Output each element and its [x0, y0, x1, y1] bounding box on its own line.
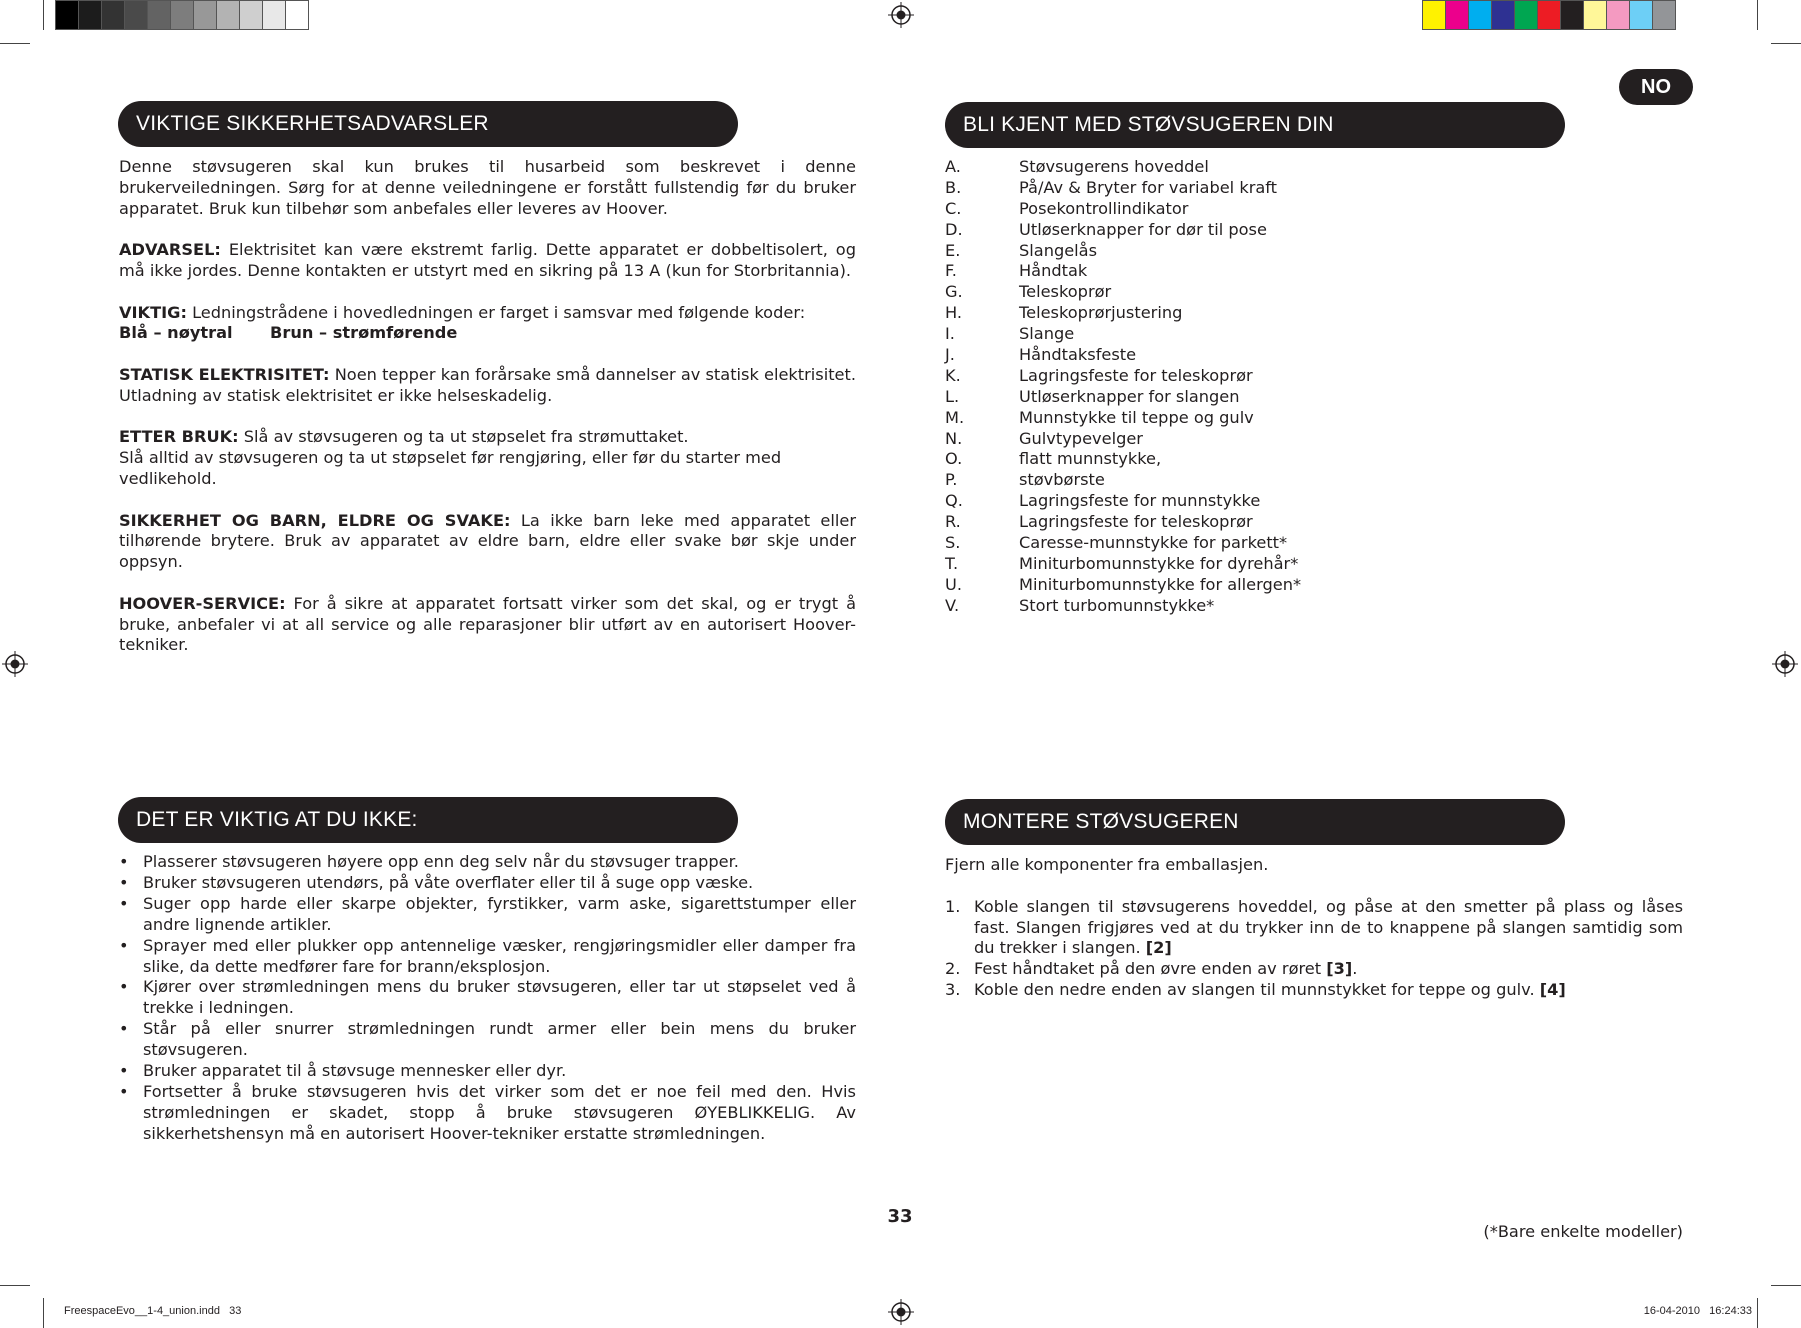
assembly-step	[945, 897, 1683, 960]
color-swatch	[194, 1, 217, 29]
step-number: 1.	[945, 896, 961, 916]
language-badge: NO	[1619, 69, 1693, 105]
part-label: Støvsugerens hoveddel	[1019, 157, 1209, 176]
part-letter: B.	[945, 177, 962, 197]
part-letter: R.	[945, 512, 961, 532]
parts-list-item	[945, 241, 1465, 262]
static-text: Noen tepper kan forårsake små dannelser av statisk elektrisitet. Utladning av statisk elektrisitet er ikke helseskadelig.	[119, 364, 857, 405]
part-label: Slangelås	[1019, 240, 1098, 260]
part-letter: T.	[945, 553, 959, 573]
part-label: Håndtak	[1019, 261, 1088, 281]
step-figure-ref: [3]	[1326, 959, 1353, 979]
parts-list-item	[945, 282, 1465, 303]
crop-mark	[0, 1285, 30, 1286]
wire-brown: Brun – strømførende	[270, 323, 458, 343]
part-label: støvbørste	[1019, 470, 1105, 490]
step-text: Koble slangen til støvsugerens hoveddel, og påse at den smetter på plass og låses fast. Slangen frigjøres ved at du trykker inn de to knappene på slangen samtidig som du trekker i slangen.	[974, 896, 1683, 958]
slug-timestamp: 16-04-2010 16:24:33	[1643, 1305, 1752, 1317]
part-letter: S.	[945, 533, 961, 553]
parts-list-item	[945, 178, 1465, 199]
part-letter: Q.	[945, 491, 963, 511]
registration-mark-icon	[888, 1299, 914, 1325]
part-letter: H.	[945, 303, 963, 323]
part-letter: N.	[945, 428, 963, 448]
color-calibration-bar	[1422, 0, 1676, 30]
service-paragraph	[119, 594, 856, 656]
part-label: Utløserknapper for dør til pose	[1019, 219, 1267, 239]
crop-mark	[0, 43, 30, 44]
crop-mark	[1757, 0, 1758, 30]
parts-list-item	[945, 324, 1465, 345]
color-swatch	[125, 1, 148, 29]
color-swatch	[286, 1, 308, 29]
color-swatch	[1515, 1, 1538, 29]
parts-list-item	[945, 429, 1465, 450]
parts-list-item	[945, 512, 1465, 533]
registration-mark-icon	[888, 2, 914, 28]
assembly-header: MONTERE STØVSUGEREN	[945, 799, 1565, 845]
gray-calibration-bar	[55, 0, 309, 30]
color-swatch	[1492, 1, 1515, 29]
step-figure-ref: [4]	[1539, 980, 1566, 1000]
color-swatch	[1630, 1, 1653, 29]
dont-item: • Kjører over strømledningen mens du bruker støvsugeren, eller tar ut støpselet ved å trekke i ledningen.	[119, 977, 856, 1019]
parts-list-item	[945, 596, 1465, 617]
warning-paragraph	[119, 240, 856, 282]
part-label: Lagringsfeste for munnstykke	[1019, 491, 1261, 511]
after-use-paragraph	[119, 427, 856, 489]
step-number: 3.	[945, 980, 961, 1000]
donts-list	[119, 852, 856, 1145]
step-number: 2.	[945, 959, 961, 979]
dont-item: • Fortsetter å bruke støvsugeren hvis det virker som det er noe feil med den. Hvis strømledningen er skadet, stopp å bruke støvsugeren ØYEBLIKKELIG. Av sikkerhetshensyn må en autorisert Hoover-tekniker erstatte strømledningen.	[119, 1082, 856, 1145]
part-letter: G.	[945, 282, 963, 302]
color-swatch	[1561, 1, 1584, 29]
parts-list-item	[945, 470, 1465, 491]
parts-list-item	[945, 220, 1465, 241]
step-figure-ref: [2]	[1145, 938, 1172, 958]
crop-mark	[1771, 43, 1801, 44]
part-letter: A.	[945, 157, 961, 176]
part-label: Gulvtypevelger	[1019, 428, 1143, 448]
safety-intro: Denne støvsugeren skal kun brukes til husarbeid som beskrevet i denne brukerveiledningen. Sørg for at denne veiledningene er forstått fullstendig før du bruker apparatet. Bruk kun tilbehør som anbefales eller leveres av Hoover.	[119, 157, 856, 218]
part-label: Munnstykke til teppe og gulv	[1019, 407, 1254, 427]
after-use-text-2: Slå alltid av støvsugeren og ta ut støpselet før rengjøring, eller før du starter med vedlikehold.	[119, 448, 782, 488]
important-label: VIKTIG:	[119, 302, 187, 322]
service-label: HOOVER-SERVICE:	[119, 593, 286, 613]
color-swatch	[171, 1, 194, 29]
color-swatch	[263, 1, 286, 29]
part-label: Lagringsfeste for teleskoprør	[1019, 365, 1253, 385]
parts-list-item	[945, 408, 1465, 429]
part-letter: D.	[945, 219, 963, 239]
dont-item: • Suger opp harde eller skarpe objekter, fyrstikker, varm aske, sigarettstumper eller andre lignende artikler.	[119, 894, 856, 936]
part-letter: F.	[945, 261, 957, 281]
parts-list-item	[945, 157, 1465, 178]
part-label: Miniturbomunnstykke for allergen*	[1019, 574, 1302, 594]
parts-list-item	[945, 533, 1465, 554]
color-swatch	[1446, 1, 1469, 29]
donts-header: DET ER VIKTIG AT DU IKKE:	[118, 797, 738, 843]
dont-item: • Plasserer støvsugeren høyere opp enn deg selv når du støvsuger trapper.	[119, 852, 856, 873]
part-letter: U.	[945, 574, 962, 594]
service-text: For å sikre at apparatet fortsatt virker som det skal, og er trygt å bruke, anbefaler vi at all service og alle reparasjoner blir utført av en autorisert Hoover-tekniker.	[119, 593, 856, 655]
color-swatch	[1469, 1, 1492, 29]
step-text: Koble den nedre enden av slangen til munnstykket for teppe og gulv.	[974, 980, 1540, 1000]
wire-blue: Blå – nøytral	[119, 323, 233, 343]
children-paragraph	[119, 511, 856, 573]
assembly-steps	[945, 897, 1683, 1002]
step-text: Fest håndtaket på den øvre enden av røret	[974, 959, 1327, 979]
color-swatch	[1538, 1, 1561, 29]
static-label: STATISK ELEKTRISITET:	[119, 364, 330, 384]
part-label: Håndtaksfeste	[1019, 345, 1137, 365]
step-tail: .	[1352, 959, 1358, 979]
part-label: Teleskoprør	[1019, 282, 1112, 302]
color-swatch	[240, 1, 263, 29]
part-label: flatt munnstykke,	[1019, 449, 1162, 469]
registration-mark-icon	[2, 651, 28, 677]
color-swatch	[1653, 1, 1675, 29]
parts-list-item	[945, 366, 1465, 387]
part-label: På/Av & Bryter for variabel kraft	[1019, 177, 1278, 197]
part-label: Stort turbomunnstykke*	[1019, 595, 1215, 615]
part-letter: V.	[945, 595, 960, 615]
assembly-intro: Fjern alle komponenter fra emballasjen.	[945, 855, 1269, 874]
part-label: Utløserknapper for slangen	[1019, 386, 1240, 406]
parts-list-item	[945, 345, 1465, 366]
crop-mark	[1757, 1298, 1758, 1328]
color-swatch	[79, 1, 102, 29]
dont-item: • Bruker støvsugeren utendørs, på våte overflater eller til å suge opp væske.	[119, 873, 856, 894]
parts-list	[945, 157, 1465, 617]
warning-label: ADVARSEL:	[119, 240, 221, 260]
parts-list-item	[945, 303, 1465, 324]
parts-list-item	[945, 575, 1465, 596]
registration-mark-icon	[1772, 651, 1798, 677]
part-label: Miniturbomunnstykke for dyrehår*	[1019, 553, 1299, 573]
footnote: (*Bare enkelte modeller)	[1483, 1222, 1683, 1241]
children-label: SIKKERHET OG BARN, ELDRE OG SVAKE:	[119, 510, 511, 530]
part-letter: L.	[945, 386, 960, 406]
part-letter: M.	[945, 407, 965, 427]
crop-mark	[1771, 1285, 1801, 1286]
parts-list-item	[945, 449, 1465, 470]
color-swatch	[102, 1, 125, 29]
children-text: La ikke barn leke med apparatet eller tilhørende brytere. Bruk av apparatet av eldre barn, eldre eller svake bør skje under oppsyn.	[119, 510, 856, 572]
color-swatch	[148, 1, 171, 29]
dont-item: • Står på eller snurrer strømledningen rundt armer eller bein mens du bruker støvsugeren.	[119, 1019, 856, 1061]
part-label: Caresse-munnstykke for parkett*	[1019, 533, 1288, 553]
after-use-text: Slå av støvsugeren og ta ut støpselet fra strømuttaket.	[238, 427, 689, 447]
crop-mark	[43, 0, 44, 30]
dont-item: • Bruker apparatet til å støvsuge mennesker eller dyr.	[119, 1061, 856, 1082]
parts-header: BLI KJENT MED STØVSUGEREN DIN	[945, 102, 1565, 148]
assembly-section	[945, 855, 1683, 1001]
dont-item: • Sprayer med eller plukker opp antennelige væsker, rengjøringsmidler eller damper fra slike, da dette medfører fare for brann/eksplosjon.	[119, 936, 856, 978]
part-label: Posekontrollindikator	[1019, 198, 1189, 218]
parts-list-item	[945, 199, 1465, 220]
parts-list-item	[945, 387, 1465, 408]
assembly-step	[945, 959, 1683, 980]
warning-text: Elektrisitet kan være ekstremt farlig. Dette apparatet er dobbeltisolert, og må ikke jordes. Denne kontakten er utstyrt med en sikring på 13 A (kun for Storbritannia).	[119, 240, 856, 280]
static-paragraph	[119, 365, 856, 407]
assembly-step	[945, 980, 1683, 1001]
safety-header: VIKTIGE SIKKERHETSADVARSLER	[118, 101, 738, 147]
color-swatch	[1423, 1, 1446, 29]
part-label: Teleskoprørjustering	[1019, 303, 1183, 323]
color-swatch	[56, 1, 79, 29]
after-use-label: ETTER BRUK:	[119, 427, 239, 447]
slug-filename: FreespaceEvo__1-4_union.indd 33	[64, 1305, 242, 1317]
parts-list-item	[945, 261, 1465, 282]
crop-mark	[43, 1298, 44, 1328]
important-text: Ledningstrådene i hovedledningen er farget i samsvar med følgende koder:	[186, 302, 806, 322]
parts-list-item	[945, 491, 1465, 512]
part-letter: E.	[945, 240, 961, 260]
page-number: 33	[887, 1206, 913, 1227]
parts-list-item	[945, 554, 1465, 575]
part-letter: J.	[945, 345, 955, 365]
part-letter: C.	[945, 198, 962, 218]
part-letter: P.	[945, 470, 958, 490]
color-swatch	[1607, 1, 1630, 29]
part-label: Slange	[1019, 324, 1075, 344]
part-label: Lagringsfeste for teleskoprør	[1019, 512, 1253, 532]
part-letter: K.	[945, 365, 961, 385]
safety-section	[119, 157, 856, 677]
color-swatch	[1584, 1, 1607, 29]
part-letter: I.	[945, 324, 955, 344]
part-letter: O.	[945, 449, 963, 469]
important-paragraph	[119, 303, 856, 345]
color-swatch	[217, 1, 240, 29]
